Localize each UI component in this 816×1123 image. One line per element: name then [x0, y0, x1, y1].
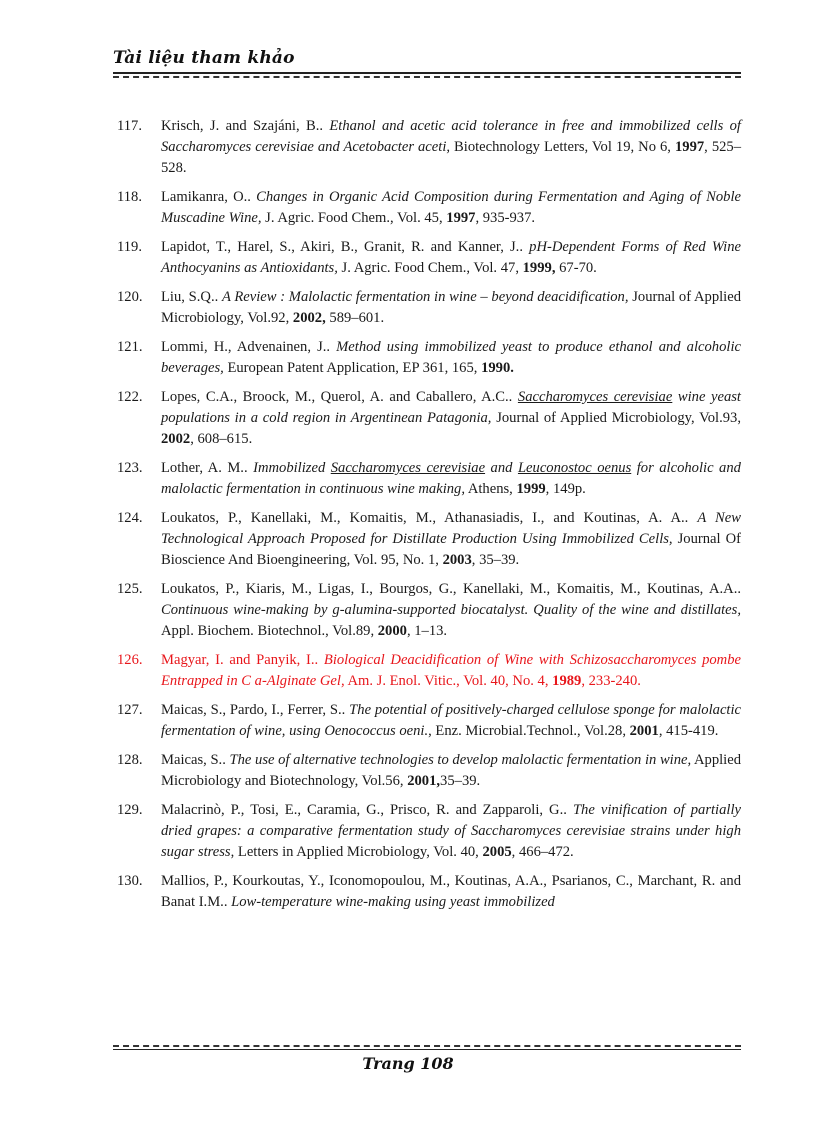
reference-number: 128.	[117, 751, 143, 768]
reference-text: Lapidot, T., Harel, S., Akiri, B., Granit, R. and Kanner, J.. pH-Dependent Forms of Red Wine Anthocyanins as Antioxidants, J. Agric. Food Chem., Vol. 47, 1999, 67-70.	[161, 239, 741, 277]
reference-text: Loukatos, P., Kiaris, M., Ligas, I., Bourgos, G., Kanellaki, M., Komaitis, M., Koutinas, A.A.. Continuous wine-making by g-alumina-supported biocatalyst. Quality of the wine and distillates, Appl. Biochem. Biotechnol., Vol.89, 2000, 1–13.	[161, 580, 741, 640]
reference-text: Mallios, P., Kourkoutas, Y., Iconomopoulou, M., Koutinas, A.A., Psarianos, C., Marchant, R. and Banat I.M.. Low-temperature wine-making using yeast immobilized	[161, 872, 741, 910]
reference-item	[117, 579, 741, 643]
reference-text: Krisch, J. and Szajáni, B.. Ethanol and acetic acid tolerance in free and immobilized cells of Saccharomyces cerevisiae and Acetobacter aceti, Biotechnology Letters, Vol 19, No 6, 1997, 525–528.	[161, 118, 742, 177]
reference-number: 125.	[117, 580, 143, 597]
reference-text: Lommi, H., Advenainen, J.. Method using immobilized yeast to produce ethanol and alcoholic beverages, European Patent Application, EP 361, 165, 1990.	[161, 338, 741, 377]
reference-item	[117, 387, 741, 451]
footer-rule	[113, 1049, 741, 1050]
reference-item	[117, 116, 741, 180]
reference-text: Maicas, S., Pardo, I., Ferrer, S.. The potential of positively-charged cellulose sponge for malolactic fermentation of wine, using Oenococcus oeni., Enz. Microbial.Technol., Vol.28, 2001, 415-419.	[161, 701, 742, 740]
reference-item	[117, 800, 741, 864]
reference-item	[117, 187, 741, 229]
reference-text: Lother, A. M.. Immobilized Saccharomyces cerevisiae and Leuconostoc oenus for alcoholic and malolactic fermentation in continuous wine making, Athens, 1999, 149p.	[161, 459, 741, 498]
reference-item	[117, 750, 741, 792]
reference-number: 127.	[117, 701, 143, 718]
reference-number: 119.	[117, 239, 142, 256]
reference-text: Maicas, S.. The use of alternative technologies to develop malolactic fermentation in wine, Applied Microbiology and Biotechnology, Vol.56, 2001,35–39.	[161, 751, 742, 789]
reference-item	[117, 237, 741, 279]
reference-text: Magyar, I. and Panyik, I.. Biological Deacidification of Wine with Schizosaccharomyces pombe Entrapped in C a-Alginate Gel, Am. J. Enol. Vitic., Vol. 40, No. 4, 1989, 233-240.	[161, 651, 742, 690]
reference-text: Liu, S.Q.. A Review : Malolactic fermentation in wine – beyond deacidification, Journal of Applied Microbiology, Vol.92, 2002, 589–601.	[161, 288, 742, 327]
reference-text: Malacrinò, P., Tosi, E., Caramia, G., Prisco, R. and Zapparoli, G.. The vinification of partially dried grapes: a comparative fermentation study of Saccharomyces cerevisiae strains under high sugar stress, Letters in Applied Microbiology, Vol. 40, 2005, 466–472.	[161, 801, 741, 861]
reference-number: 126.	[117, 651, 143, 668]
reference-item	[117, 458, 741, 500]
reference-item	[117, 287, 741, 329]
reference-item	[117, 337, 741, 379]
reference-item	[117, 508, 741, 572]
reference-number: 122.	[117, 388, 143, 405]
reference-number: 120.	[117, 288, 143, 305]
reference-item-highlighted	[117, 650, 741, 692]
reference-item	[117, 700, 741, 742]
reference-text: Lamikanra, O.. Changes in Organic Acid Composition during Fermentation and Aging of Noble Muscadine Wine, J. Agric. Food Chem., Vol. 45, 1997, 935-937.	[161, 189, 741, 227]
reference-list	[117, 116, 741, 921]
reference-text: Lopes, C.A., Broock, M., Querol, A. and Caballero, A.C.. Saccharomyces cerevisiae wine yeast populations in a cold region in Argentinean Patagonia, Journal of Applied Microbiology, Vol.93, 2002, 608–615.	[161, 388, 742, 448]
reference-number: 117.	[117, 118, 142, 134]
reference-number: 129.	[117, 801, 143, 818]
page-number: Trang 108	[362, 1054, 454, 1073]
header-rule	[113, 72, 741, 74]
reference-number: 118.	[117, 189, 142, 206]
reference-text: Loukatos, P., Kanellaki, M., Komaitis, M., Athanasiadis, I., and Koutinas, A. A.. A New Technological Approach Proposed for Distillate Production Using Immobilized Cells, Journal Of Bioscience And Bioengineering, Vol. 95, No. 1, 2003, 35–39.	[161, 509, 741, 569]
header-rule-dashed	[113, 76, 741, 78]
reference-number: 123.	[117, 459, 143, 476]
reference-item	[117, 871, 741, 913]
footer-rule-dashed	[113, 1045, 741, 1047]
reference-number: 130.	[117, 872, 143, 889]
reference-number: 121.	[117, 338, 143, 355]
page-header-title: Tài liệu tham khảo	[113, 48, 295, 68]
reference-number: 124.	[117, 509, 143, 526]
